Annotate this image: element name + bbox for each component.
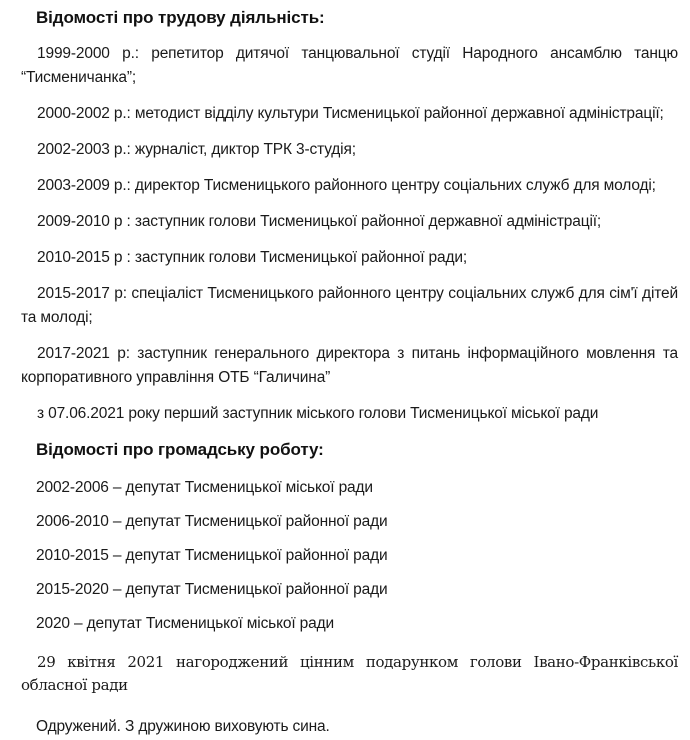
work-entry-2002-2003: 2002-2003 р.: журналіст, диктор ТРК 3-студія; bbox=[37, 141, 356, 158]
work-entry-current-position: з 07.06.2021 року перший заступник міського голови Тисменицької міської ради bbox=[37, 405, 599, 422]
work-entry-2017-2021: 2017-2021 р: заступник генерального директора з питань інформаційного мовлення та корпоративного управління ОТБ “Галичина” bbox=[21, 345, 678, 386]
civic-entry-2010-2015: 2010-2015 – депутат Тисменицької районної ради bbox=[36, 547, 388, 564]
work-entry-2003-2009: 2003-2009 р.: директор Тисменицького районного центру соціальних служб для молоді; bbox=[37, 177, 656, 194]
award-paragraph: 29 квітня 2021 нагороджений цінним подарунком голови Івано-Франківської обласної ради bbox=[21, 653, 678, 694]
civic-entry-2020: 2020 – депутат Тисменицької міської ради bbox=[36, 615, 335, 632]
work-entry-2000-2002: 2000-2002 р.: методист відділу культури Тисменицької районної державної адміністрації; bbox=[37, 105, 664, 122]
civic-section-heading: Відомості про громадську роботу: bbox=[36, 440, 324, 459]
family-status-paragraph: Одружений. З дружиною виховують сина. bbox=[36, 718, 330, 735]
civic-entry-2015-2020: 2015-2020 – депутат Тисменицької районної ради bbox=[36, 581, 388, 598]
document-page bbox=[0, 7, 690, 740]
civic-entry-2002-2006: 2002-2006 – депутат Тисменицької міської ради bbox=[36, 479, 373, 496]
work-entry-2009-2010: 2009-2010 р : заступник голови Тисменицької районної державної адміністрації; bbox=[37, 213, 602, 230]
civic-entry-2006-2010: 2006-2010 – депутат Тисменицької районної ради bbox=[36, 513, 388, 530]
work-entry-2010-2015: 2010-2015 р : заступник голови Тисменицької районної ради; bbox=[37, 249, 468, 266]
work-entry-2015-2017: 2015-2017 р: спеціаліст Тисменицького районного центру соціальних служб для сім'ї дітей та молоді; bbox=[21, 285, 678, 326]
work-section-heading: Відомості про трудову діяльність: bbox=[36, 8, 325, 27]
work-entry-1999-2000: 1999-2000 р.: репетитор дитячої танцювальної студії Народного ансамблю танцю “Тисменичанка”; bbox=[21, 45, 678, 86]
